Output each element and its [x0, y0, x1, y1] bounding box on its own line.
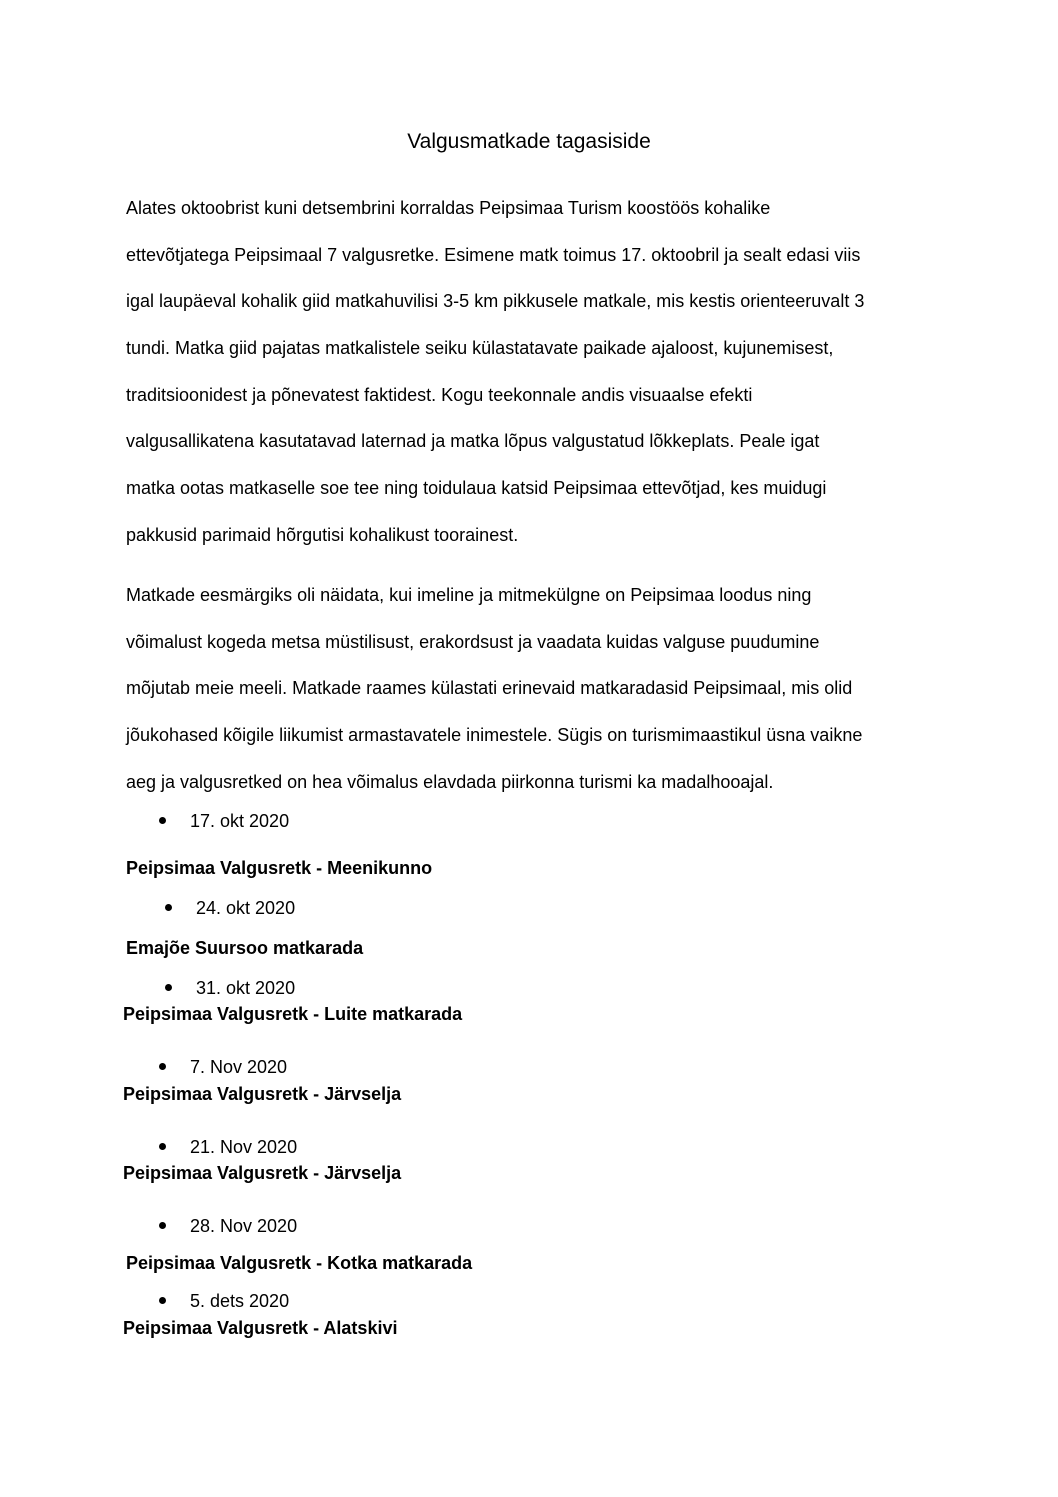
- bullet-icon: [159, 817, 166, 824]
- paragraph-line: pakkusid parimaid hõrgutisi kohalikust toorainest.: [126, 524, 519, 545]
- event-date: 21. Nov 2020: [190, 1137, 298, 1157]
- paragraph-line: valgusallikatena kasutatavad laternad ja matka lõpus valgustatud lõkkeplats. Peale igat: [126, 431, 820, 452]
- event-title: Peipsimaa Valgusretk - Järvselja: [123, 1163, 402, 1183]
- event-date: 28. Nov 2020: [190, 1216, 298, 1236]
- paragraph-line: matka ootas matkaselle soe tee ning toidulaua katsid Peipsimaa ettevõtjad, kes muidugi: [126, 478, 827, 499]
- bullet-icon: [159, 1143, 166, 1150]
- event-title: Emajõe Suursoo matkarada: [126, 938, 364, 958]
- event-date: 5. dets 2020: [190, 1291, 290, 1311]
- event-date: 7. Nov 2020: [190, 1057, 288, 1077]
- bullet-icon: [159, 1297, 166, 1304]
- paragraph-line: jõukohased kõigile liikumist armastavatele inimestele. Sügis on turismimaastikul üsna vaikne: [126, 725, 863, 746]
- bullet-icon: [165, 984, 172, 991]
- event-title: Peipsimaa Valgusretk - Kotka matkarada: [126, 1253, 473, 1273]
- event-date: 24. okt 2020: [196, 898, 296, 918]
- event-title: Peipsimaa Valgusretk - Meenikunno: [126, 858, 433, 878]
- paragraph-line: aeg ja valgusretked on hea võimalus elavdada piirkonna turismi ka madalhooajal.: [126, 771, 774, 792]
- paragraph-line: traditsioonidest ja põnevatest faktidest. Kogu teekonnale andis visuaalse efekti: [126, 384, 753, 405]
- bullet-icon: [159, 1063, 166, 1070]
- event-date: 17. okt 2020: [190, 811, 290, 831]
- paragraph-goals: [126, 582, 946, 815]
- paragraph-intro: [126, 195, 946, 569]
- paragraph-line: tundi. Matka giid pajatas matkalistele seiku külastatavate paikade ajaloost, kujunemisest,: [126, 338, 834, 359]
- event-title: Peipsimaa Valgusretk - Luite matkarada: [123, 1004, 463, 1024]
- event-title: Peipsimaa Valgusretk - Järvselja: [123, 1084, 402, 1104]
- paragraph-line: Matkade eesmärgiks oli näidata, kui imeline ja mitmekülgne on Peipsimaa loodus ning: [126, 585, 812, 605]
- paragraph-line: võimalust kogeda metsa müstilisust, erakordsust ja vaadata kuidas valguse puudumine: [126, 631, 820, 652]
- paragraph-line: ettevõtjatega Peipsimaal 7 valgusretke. Esimene matk toimus 17. oktoobril ja sealt edasi viis: [126, 244, 861, 265]
- bullet-icon: [165, 904, 172, 911]
- paragraph-line: mõjutab meie meeli. Matkade raames külastati erinevaid matkaradasid Peipsimaal, mis olid: [126, 678, 853, 699]
- document-title: Valgusmatkade tagasiside: [407, 130, 651, 153]
- paragraph-line: Alates oktoobrist kuni detsembrini korraldas Peipsimaa Turism koostöös kohalike: [126, 198, 771, 218]
- event-title: Peipsimaa Valgusretk - Alatskivi: [123, 1318, 398, 1338]
- paragraph-line: igal laupäeval kohalik giid matkahuvilisi 3-5 km pikkusele matkale, mis kestis orienteeruvalt 3: [126, 291, 865, 312]
- event-date: 31. okt 2020: [196, 978, 296, 998]
- bullet-icon: [159, 1222, 166, 1229]
